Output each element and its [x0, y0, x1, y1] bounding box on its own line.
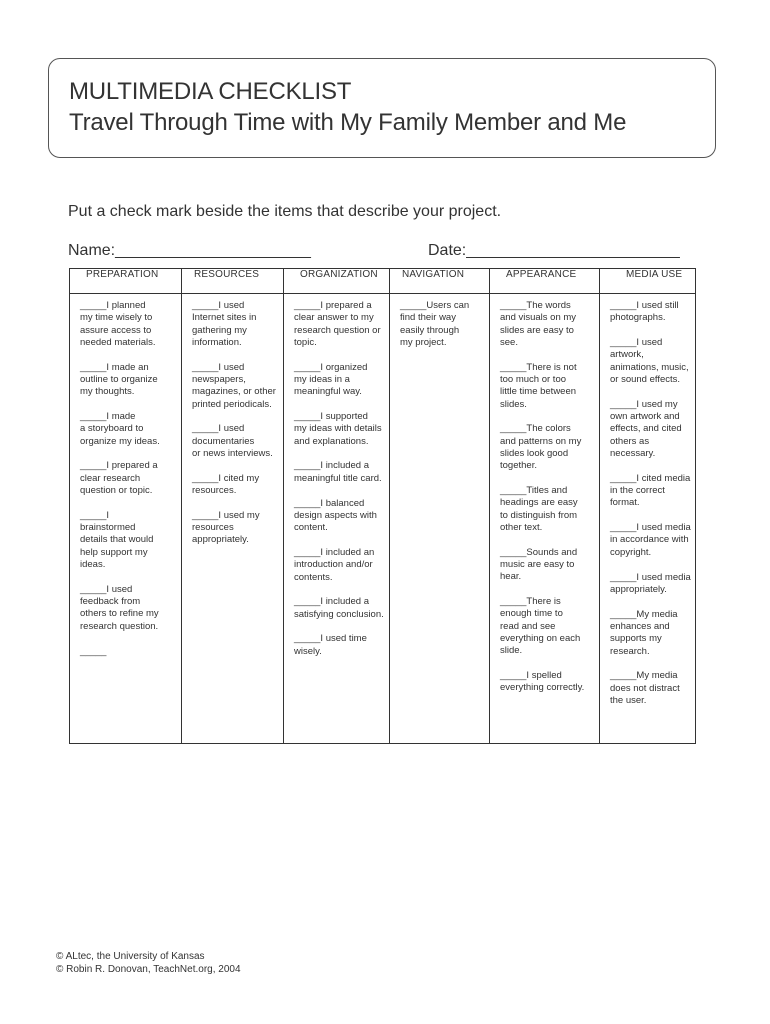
checklist-item[interactable] [294, 596, 385, 621]
checklist-item[interactable] [610, 473, 691, 510]
checklist-item-line: together. [500, 460, 537, 472]
checklist-item-line: necessary. [610, 447, 656, 459]
checklist-item-line: or sound effects. [610, 373, 681, 385]
date-field[interactable]: Date:________________________ [428, 242, 680, 259]
checklist-item-line: satisfying conclusion. [294, 608, 384, 620]
checklist-item-line: meaningful way. [294, 386, 362, 398]
checklist-item-line: _____I used my [192, 509, 260, 521]
checklist-item-line: enhances and [610, 620, 670, 632]
checklist-item-line: research question. [80, 620, 159, 632]
checklist-item[interactable] [500, 670, 595, 695]
checklist-item[interactable] [500, 596, 595, 657]
checklist-item-line: _____There is [500, 596, 561, 608]
checklist-item[interactable] [80, 584, 177, 633]
checklist-item[interactable] [610, 572, 691, 597]
name-field[interactable]: Name:______________________ [68, 242, 311, 259]
checklist-item-line: slides look good [500, 447, 569, 459]
checklist-item-line: clear research [80, 472, 141, 484]
checklist-item[interactable] [610, 399, 691, 460]
checklist-item[interactable] [500, 423, 595, 472]
checklist-item-line: _____I prepared a [294, 300, 372, 311]
checklist-item[interactable] [192, 510, 279, 547]
column-header: ORGANIZATION [284, 269, 390, 294]
page-title: MULTIMEDIA CHECKLIST [69, 78, 352, 105]
checklist-item[interactable] [294, 547, 385, 584]
checklist-item-line: _____I cited media [610, 472, 691, 484]
checklist-item-line: _____I used time [294, 633, 367, 645]
checklist-item-line: in accordance with [610, 534, 689, 546]
checklist-item-line: _____I used media [610, 522, 691, 534]
checklist-item-line: _____I made an [80, 361, 149, 373]
checklist-item-line: question or topic. [80, 485, 153, 497]
checklist-item-line: documentaries [192, 435, 255, 447]
checklist-item[interactable] [192, 362, 279, 411]
checklist-item-line: organize my ideas. [80, 435, 160, 447]
checklist-item-line: and visuals on my [500, 312, 577, 324]
checklist-item-line: _____I made [80, 411, 136, 423]
checklist-item-line: _____The colors [500, 423, 571, 435]
checklist-item-line: brainstormed [80, 522, 136, 534]
column-header-row [70, 269, 696, 294]
checklist-item-line: everything on each [500, 633, 581, 645]
checklist-item[interactable] [80, 411, 177, 448]
checklist-item[interactable] [610, 609, 691, 658]
footer-line: © Robin R. Donovan, TeachNet.org, 2004 [56, 964, 241, 975]
checklist-item-line: other text. [500, 521, 543, 533]
checklist-item-line: resources. [192, 485, 237, 497]
checklist-item-line: clear answer to my [294, 312, 374, 324]
checklist-item-line: wisely. [294, 645, 322, 657]
checklist-item-line: the user. [610, 694, 647, 706]
checklist-item-line: _____I used my [610, 398, 678, 410]
checklist-item-line: research. [610, 645, 650, 657]
column-cell [70, 294, 182, 744]
checklist-item-line: information. [192, 336, 242, 348]
checklist-item-line: slides are easy to [500, 324, 574, 336]
checklist-item-line: slides. [500, 398, 527, 410]
checklist-item-line: _____I used [192, 300, 245, 311]
checklist-item-line: supports my [610, 633, 662, 645]
checklist-item[interactable] [80, 510, 177, 571]
checklist-item-line: _____I cited my [192, 472, 260, 484]
checklist-item-line: design aspects with [294, 509, 377, 521]
checklist-item-line: _____I used [192, 361, 245, 373]
checklist-item[interactable] [192, 473, 279, 498]
checklist-item-line: find their way [400, 312, 456, 324]
checklist-item-line: Internet sites in [192, 312, 257, 324]
checklist-item[interactable] [80, 460, 177, 497]
column-cell [600, 294, 696, 744]
checklist-item-line: gathering my [192, 324, 247, 336]
checklist-item-line: my thoughts. [80, 386, 135, 398]
checklist-item-line: artwork, [610, 349, 644, 361]
checklist-item-line: read and see [500, 620, 556, 632]
checklist-item-line: _____I used media [610, 571, 691, 583]
checklist-item-line: assure access to [80, 324, 152, 336]
checklist-item[interactable] [294, 498, 385, 535]
checklist-item-line: photographs. [610, 312, 666, 324]
title-box [48, 58, 716, 158]
column-header: MEDIA USE [600, 269, 696, 294]
checklist-item[interactable] [80, 646, 177, 658]
checklist-item-line: and patterns on my [500, 435, 582, 447]
checklist-item[interactable] [294, 460, 385, 485]
checklist-item-line: to distinguish from [500, 509, 578, 521]
checklist-item-line: a storyboard to [80, 423, 144, 435]
page-subtitle: Travel Through Time with My Family Member and Me [69, 109, 627, 136]
checklist-item-line: hear. [500, 571, 522, 583]
checklist-item-line: _____I used [80, 583, 133, 595]
checklist-item-line: appropriately. [192, 534, 249, 546]
checklist-item-line: _____I included a [294, 460, 370, 472]
checklist-item[interactable] [400, 300, 485, 349]
column-cell [182, 294, 284, 744]
checklist-item-line: little time between [500, 386, 577, 398]
checklist-item-line: research question or [294, 324, 381, 336]
checklist-item-line: _____The words [500, 300, 571, 311]
checklist-item-line: _____I [80, 509, 110, 521]
column-cell [390, 294, 490, 744]
checklist-item[interactable] [610, 300, 691, 325]
checklist-item[interactable] [610, 670, 691, 707]
checklist-item-line: needed materials. [80, 336, 156, 348]
checklist-item-line: magazines, or other [192, 386, 276, 398]
checklist-item-line: _____I used [192, 423, 245, 435]
checklist-item-line: resources [192, 522, 234, 534]
column-header: RESOURCES [182, 269, 284, 294]
checklist-item-line: meaningful title card. [294, 472, 382, 484]
column-header: APPEARANCE [490, 269, 600, 294]
checklist-item-line: contents. [294, 571, 333, 583]
checklist-item[interactable] [192, 423, 279, 460]
checklist-item-line: _____I supported [294, 411, 368, 423]
checklist-item-line: everything correctly. [500, 682, 585, 694]
column-cell [490, 294, 600, 744]
checklist-item-line: _____My media [610, 608, 678, 620]
checklist-item-line: _____My media [610, 670, 678, 682]
checklist-item[interactable] [294, 300, 385, 349]
checklist-item[interactable] [500, 362, 595, 411]
checklist-item-line: easily through [400, 324, 460, 336]
checklist-item-line: help support my [80, 546, 148, 558]
checklist-item-line: my ideas in a [294, 373, 350, 385]
checklist-item-line: format. [610, 497, 640, 509]
checklist-table [69, 268, 696, 744]
checklist-item-line: music are easy to [500, 559, 575, 571]
checklist-item-line: too much or too [500, 373, 567, 385]
column-cell [284, 294, 390, 744]
checklist-item-line: in the correct [610, 485, 665, 497]
checklist-item[interactable] [294, 362, 385, 399]
footer-line: © ALtec, the University of Kansas [56, 951, 205, 962]
checklist-item-line: _____I included a [294, 596, 370, 608]
checklist-item[interactable] [610, 337, 691, 386]
checklist-item-line: and explanations. [294, 435, 369, 447]
checklist-item-line: details that would [80, 534, 154, 546]
checklist-item[interactable] [500, 300, 595, 349]
checklist-item-line: others as [610, 435, 650, 447]
checklist-item-line: see. [500, 336, 518, 348]
checklist-item-line: appropriately. [610, 583, 667, 595]
checklist-item[interactable] [80, 300, 177, 349]
checklist-item-line: my time wisely to [80, 312, 153, 324]
checklist-item-line: or news interviews. [192, 447, 273, 459]
checklist-item-line: topic. [294, 336, 317, 348]
checklist-item-line: animations, music, [610, 361, 689, 373]
checklist-item-line: effects, and cited [610, 423, 682, 435]
checklist-item[interactable] [192, 300, 279, 349]
checklist-item-line: newspapers, [192, 373, 246, 385]
checklist-item-line: enough time to [500, 608, 563, 620]
checklist-item-line: my project. [400, 336, 447, 348]
checklist-item-line: copyright. [610, 546, 652, 558]
column-header: NAVIGATION [390, 269, 490, 294]
checklist-item-line: _____ [80, 645, 107, 657]
checklist-item-line: _____I included an [294, 546, 375, 558]
checklist-item[interactable] [80, 362, 177, 399]
checklist-item-line: does not distract [610, 682, 680, 694]
checklist-item-line: _____Users can [400, 300, 470, 311]
checklist-item-line: _____I spelled [500, 670, 562, 682]
checklist-item-line: _____I used [610, 337, 663, 349]
checklist-item[interactable] [610, 522, 691, 559]
instruction-text: Put a check mark beside the items that describe your project. [68, 203, 502, 220]
checklist-item[interactable] [294, 411, 385, 448]
checklist-item-line: headings are easy [500, 497, 578, 509]
checklist-item-line: others to refine my [80, 608, 159, 620]
checklist-item-line: _____I balanced [294, 497, 365, 509]
checklist-item-line: my ideas with details [294, 423, 382, 435]
checklist-item-line: _____Sounds and [500, 546, 578, 558]
checklist-item-line: outline to organize [80, 373, 158, 385]
checklist-item-line: _____I planned [80, 300, 146, 311]
checklist-item-line: _____There is not [500, 361, 577, 373]
column-header: PREPARATION [70, 269, 182, 294]
checklist-item[interactable] [294, 633, 385, 658]
checklist-item-line: printed periodicals. [192, 398, 272, 410]
checklist-body-row [70, 294, 696, 744]
checklist-item-line: own artwork and [610, 411, 680, 423]
checklist-item-line: feedback from [80, 596, 141, 608]
copyright-footer [56, 950, 241, 976]
checklist-item-line: introduction and/or [294, 559, 373, 571]
checklist-item-line: slide. [500, 645, 523, 657]
checklist-item-line: _____I used still [610, 300, 679, 311]
checklist-item[interactable] [500, 485, 595, 534]
checklist-item-line: _____I organized [294, 361, 368, 373]
checklist-item-line: ideas. [80, 559, 106, 571]
checklist-item-line: _____I prepared a [80, 460, 158, 472]
checklist-item-line: _____Titles and [500, 485, 568, 497]
checklist-item-line: content. [294, 522, 328, 534]
checklist-item[interactable] [500, 547, 595, 584]
